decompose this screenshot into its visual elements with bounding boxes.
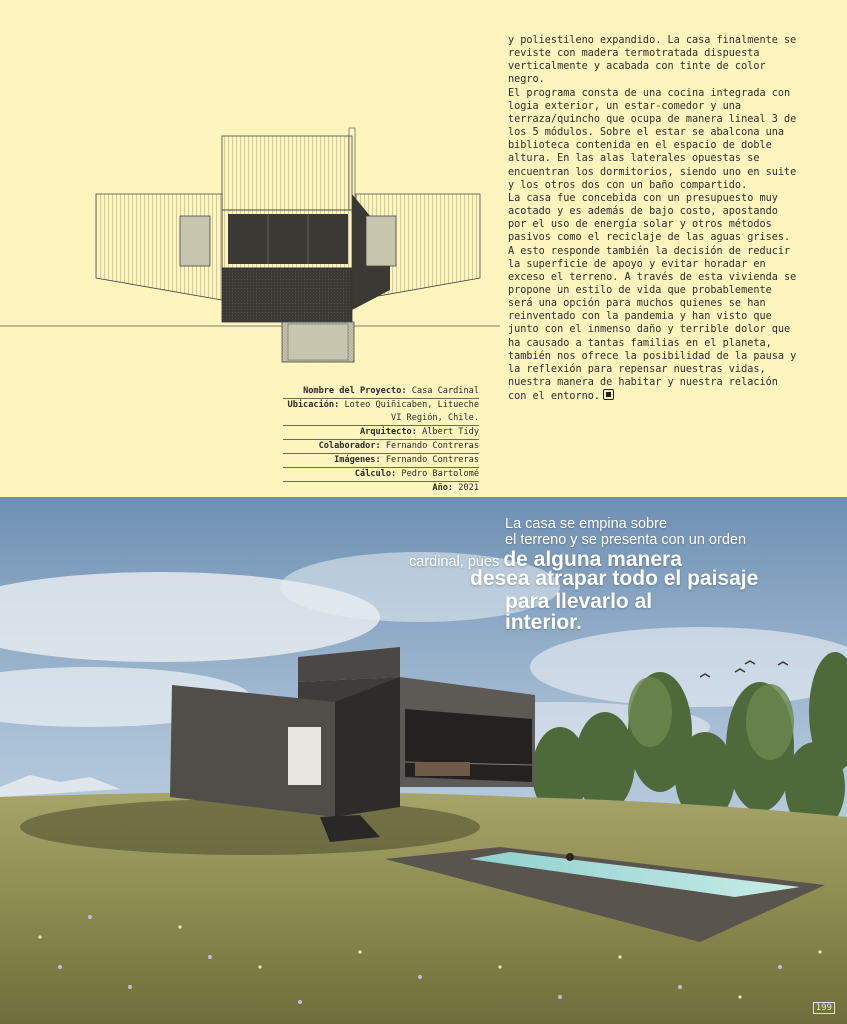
paragraph: [508, 192, 798, 404]
quote-line: La casa se empina sobre: [505, 516, 668, 532]
credit-value: VI Región, Chile.: [391, 413, 479, 423]
credit-label: Ubicación:: [287, 400, 340, 410]
paragraph: y poliestileno expandido. La casa finalmente se reviste con madera termotratada dispuesta verticalmente y acabada con tinte de color negro.: [508, 35, 797, 86]
quote-line: el terreno y se presenta con un orden: [505, 532, 747, 548]
paragraph: El programa consta de una cocina integrada con logia exterior, un estar-comedor y una terraza/quincho que ocupa de manera lineal 3 de los 5 módulos. Sobre el estar se abalcona una biblioteca contenida en el espacio de doble altura. En las alas laterales opuestas se encuentran los dormitorios, siendo uno en suite y los otros dos con un baño compartido.: [508, 87, 797, 191]
credit-label: Arquitecto:: [359, 427, 417, 437]
article-body: [508, 34, 798, 403]
credit-label: Colaborador:: [318, 441, 381, 451]
credit-value: Albert Tidy: [422, 427, 479, 437]
quote-big-text: de alguna manera: [503, 548, 682, 571]
credit-label: Cálculo:: [354, 469, 397, 479]
credit-value: Pedro Bartolomé: [401, 469, 479, 479]
text-page-section: [0, 0, 847, 497]
quote-line: para llevarlo al: [505, 590, 653, 613]
credit-value: Fernando Contreras: [385, 441, 479, 451]
quote-line: desea atrapar todo el paisaje: [470, 567, 759, 590]
quote-line: interior.: [505, 611, 583, 634]
credit-value: 2021: [458, 483, 479, 493]
credit-value: Fernando Contreras: [385, 455, 479, 465]
paragraph-text: La casa fue concebida con un presupuesto muy acotado y es además de bajo costo, apostando por el uso de energía solar y otros métodos pasivos como el reciclaje de las aguas grises. A esto responde también la decisión de reducir la superficie de apoyo y evitar horadar en exceso el terreno. A través de esta vivienda se propone un estilo de vida que probablemente será una opción para muchos quienes se han reinventado con la pandemia y han visto que junto con el inmenso daño y terrible dolor que ha causado a tantas familias en el planeta, también nos ofrece la posibilidad de la pausa y la reflexión para repensar nuestras vidas, nuestra manera de habitar y nuestra relación con el entorno.: [508, 192, 797, 403]
quote-small-text: cardinal, pues: [409, 554, 500, 570]
credit-value: Loteo Quiñicaben, Litueche: [344, 400, 479, 410]
house-elevation-drawing: [0, 110, 500, 380]
page-number: 199: [813, 1002, 835, 1014]
end-mark-icon: [603, 389, 614, 400]
credit-label: Imágenes:: [334, 455, 381, 465]
credit-label: Año:: [432, 483, 454, 493]
project-credits: [283, 385, 479, 495]
credit-value: Casa Cardinal: [411, 386, 479, 396]
credit-label: Nombre del Proyecto:: [303, 386, 407, 396]
